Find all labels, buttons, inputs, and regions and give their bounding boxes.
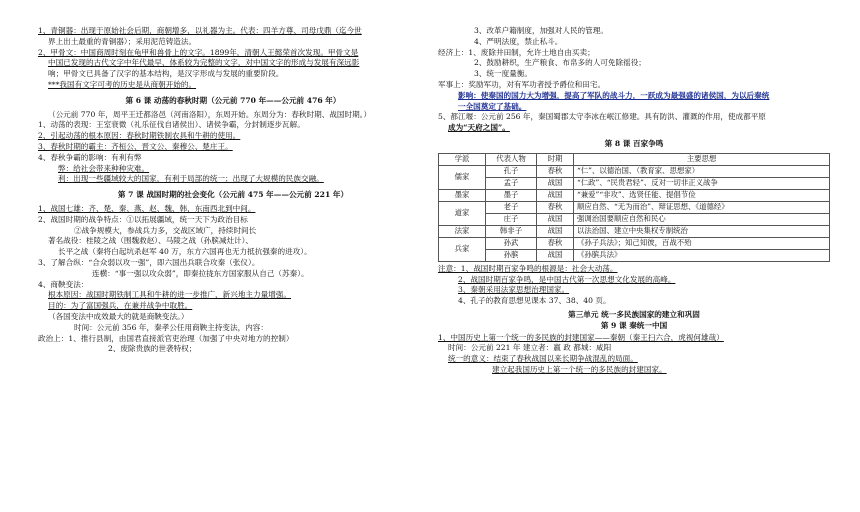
influence-benefit: 利：出现一些疆域较大的国家，有利于局部的统一；出现了大规模的民族交融。 xyxy=(58,174,324,184)
person-cell: 庄子 xyxy=(486,213,537,225)
time-cell: 春秋 xyxy=(537,165,574,177)
time-cell: 战国 xyxy=(537,189,574,201)
oracle-line-3: 响；甲骨文已具备了汉字的基本结构，是汉字形成与发展的重要阶段。 xyxy=(48,69,284,79)
unification-significance-2: 建立起我国历史上第一个统一的多民族的封建国家。 xyxy=(492,364,667,374)
idea-cell: 顺应自然、“无为而治”、辩证思想、《道德经》 xyxy=(574,201,830,213)
idea-cell: “兼爱”“非攻”、选贤任能、提倡节俭 xyxy=(574,189,830,201)
time-cell: 春秋 xyxy=(537,201,574,213)
economic-reform-3: 3、统一度量衡。 xyxy=(474,69,532,79)
bronze-line-2: 界上出土最重的青铜器）；采用泥范铸造法。 xyxy=(48,36,197,46)
political-reform-1: 政治上：1、推行县制，由国君直接派官吏治理（加强了中央对地方的控制） xyxy=(38,333,294,343)
influence-drawback: 弊：给社会带来种种灾难。 xyxy=(58,163,150,173)
person-cell: 韩非子 xyxy=(486,225,537,237)
lesson-7-title: 第 7 课 战国时期的社会变化（公元前 475 年——公元前 221 年） xyxy=(117,190,349,200)
person-cell: 孟子 xyxy=(486,177,537,189)
qin-first-state: 1、中国历史上第一个统一的多民族的封建国家——秦朝（秦王扫六合，虎视何雄哉） xyxy=(438,332,724,342)
school-cell: 道家 xyxy=(439,201,486,225)
school-cell: 墨家 xyxy=(439,189,486,201)
note-3: 3、秦朝采用法家思想治理国家。 xyxy=(458,285,570,295)
idea-cell: “仁政”、“民贵君轻”、反对一切非正义战争 xyxy=(574,177,830,189)
dujiangyan-1: 5、都江堰：公元前 256 年，秦国蜀郡太守李冰在岷江修建。具有防洪、灌溉的作用，使成都平原 xyxy=(438,112,766,122)
header-idea: 主要思想 xyxy=(574,153,830,165)
time-cell: 战国 xyxy=(537,177,574,189)
header-school: 学派 xyxy=(439,153,486,165)
school-cell: 儒家 xyxy=(439,165,486,189)
left-column xyxy=(38,26,428,355)
table-row xyxy=(439,225,830,237)
hezong-definition: 3、了解合纵：“合众弱以攻一强”，即六国出兵联合攻秦（张仪）。 xyxy=(38,257,260,267)
time-cell: 战国 xyxy=(537,249,574,261)
lesson-6-title: 第 6 课 动荡的春秋时期（公元前 770 年——公元前 476 年） xyxy=(125,95,341,105)
turmoil-manifestation: 1、动荡的表现：王室衰微（礼乐征伐自诸侯出）、诸侯争霸，分封制逐步瓦解。 xyxy=(38,120,305,130)
oracle-line-2: 中国已发现的古代文字中年代最早、体系较为完整的文字，对中国文字的形成与发展有深远影 xyxy=(48,58,360,68)
idea-cell: 以法治国、建立中央集权专制统治 xyxy=(574,225,830,237)
table-header-row xyxy=(439,153,830,165)
seven-states: 1、战国七雄：齐、楚、秦、燕、赵、魏、韩，东南西北到中间。 xyxy=(38,203,256,213)
table-row xyxy=(439,201,830,213)
lesson-8-title: 第 8 课 百家争鸣 xyxy=(604,138,664,148)
shang-yang-reform: 4、商鞅变法： xyxy=(38,279,89,289)
table-row xyxy=(439,237,830,249)
war-features-2: ②战争规模大，参战兵力多，交战区域广，持续时间长 xyxy=(74,225,257,235)
header-person: 代表人物 xyxy=(486,153,537,165)
lianheng-definition: 连横：“事一强以攻众弱”，即秦拉拢东方国家服从自己（苏秦）。 xyxy=(92,268,309,278)
person-cell: 墨子 xyxy=(486,189,537,201)
war-features-1: 2、战国时期的战争特点：①以拓展疆域，统一天下为政治目标 xyxy=(38,214,248,224)
hundred-schools-table xyxy=(438,153,830,262)
oracle-note: ***我国有文字可考的历史是从商朝开始的。 xyxy=(48,79,197,89)
reform-time: 时间：公元前 356 年，秦孝公任用商鞅主持变法，内容： xyxy=(74,322,268,332)
idea-cell: 《孙子兵法》；知己知彼，百战不殆 xyxy=(574,237,830,249)
famous-battles: 著名战役：桂陵之战（围魏救赵）、马陵之战（孙膑减灶计）、 xyxy=(48,236,254,246)
idea-cell: 《孙膑兵法》 xyxy=(574,249,830,261)
bronze-line-1: 1、青铜器：出现于原始社会后期，商朝增多，以礼器为主。代表：四羊方尊、司母戊鼎（迄今世 xyxy=(38,26,362,35)
political-reform-3: 3、改革户籍制度，加强对人民的管理。 xyxy=(474,26,608,35)
oracle-line-1: 2、甲骨文：中国商周时刻在龟甲和兽骨上的文字。1899年，清朝人王懿荣首次发现。甲骨文是 xyxy=(38,47,359,57)
time-cell: 战国 xyxy=(537,213,574,225)
reform-influence-1: 影响：使秦国的国力大为增强，提高了军队的战斗力，一跃成为最强盛的诸侯国，为以后秦统 xyxy=(458,90,770,100)
person-cell: 孙膑 xyxy=(486,249,537,261)
header-time: 时期 xyxy=(537,153,574,165)
note-1: 注意：1、战国时期百家争鸣的根源是：社会大动荡。 xyxy=(438,263,618,273)
table-row xyxy=(439,177,830,189)
economic-reform-2: 2、鼓励耕织，生产粮食、布帛多的人可免除徭役； xyxy=(474,58,646,68)
idea-cell: 强调治国要顺应自然和民心 xyxy=(574,213,830,225)
reform-purpose: 目的：为了富国强兵，在兼并战争中取胜。 xyxy=(48,301,193,311)
hegemony-influence: 4、春秋争霸的影响：有利有弊 xyxy=(38,152,142,162)
spring-autumn-hegemons: 3、春秋时期的霸主：齐桓公、晋文公、秦穆公、楚庄王。 xyxy=(38,141,233,151)
changping-battle: 长平之战（秦将白起坑杀赵军 40 万，东方六国再也无力抵抗强秦的进攻）。 xyxy=(58,247,312,257)
right-column xyxy=(438,26,830,376)
turmoil-cause: 2、引起动荡的根本原因：春秋时期铁制农具和牛耕的使用。 xyxy=(38,131,241,141)
time-cell: 春秋 xyxy=(537,237,574,249)
lesson-9-title: 第 9 课 秦统一中国 xyxy=(600,320,668,330)
school-cell: 兵家 xyxy=(439,237,486,261)
person-cell: 孔子 xyxy=(486,165,537,177)
reform-influence-2: 一全国奠定了基础。 xyxy=(458,101,527,111)
qin-time-founder: 时间：公元前 221 年 建立者：嬴 政 都城：咸阳 xyxy=(448,343,612,353)
time-cell: 战国 xyxy=(537,225,574,237)
reform-effect-note: （各国变法中成效最大的就是商鞅变法。） xyxy=(48,311,189,321)
school-cell: 法家 xyxy=(439,225,486,237)
note-2: 2、战国时期百家争鸣，是中国古代第一次思想文化发展的高峰。 xyxy=(458,274,676,284)
person-cell: 老子 xyxy=(486,201,537,213)
table-row xyxy=(439,213,830,225)
note-4: 4、孔子的教育思想见课本 37、38、40 页。 xyxy=(458,296,611,306)
political-reform-2: 2、废除贵族的世袭特权； xyxy=(108,344,197,354)
unit-3-title: 第三单元 统一多民族国家的建立和巩固 xyxy=(568,309,700,319)
dujiangyan-2: 成为“天府之国”。 xyxy=(448,123,510,133)
military-reform: 军事上：奖励军功，对有军功者授予爵位和田宅。 xyxy=(438,79,606,89)
idea-cell: “仁”、以德治国、（教育家、思想家） xyxy=(574,165,830,177)
political-reform-4: 4、严明法度，禁止私斗。 xyxy=(474,36,563,46)
eastern-zhou-note: （公元前 770 年，周平王迁都洛邑（河南洛阳），东周开始。东周分为：春秋时期、战国时期。） xyxy=(48,109,372,119)
economic-reform-1: 经济上：1、废除井田制，允许土地自由买卖； xyxy=(438,47,595,57)
person-cell: 孙武 xyxy=(486,237,537,249)
table-row xyxy=(439,189,830,201)
table-row xyxy=(439,165,830,177)
table-row xyxy=(439,249,830,261)
reform-root-cause: 根本原因：战国时期铁制工具和牛耕的进一步推广，新兴地主力量增强。 xyxy=(48,290,291,300)
unification-significance-1: 统一的意义：结束了春秋战国以来长期争战混乱的局面。 xyxy=(448,354,638,364)
